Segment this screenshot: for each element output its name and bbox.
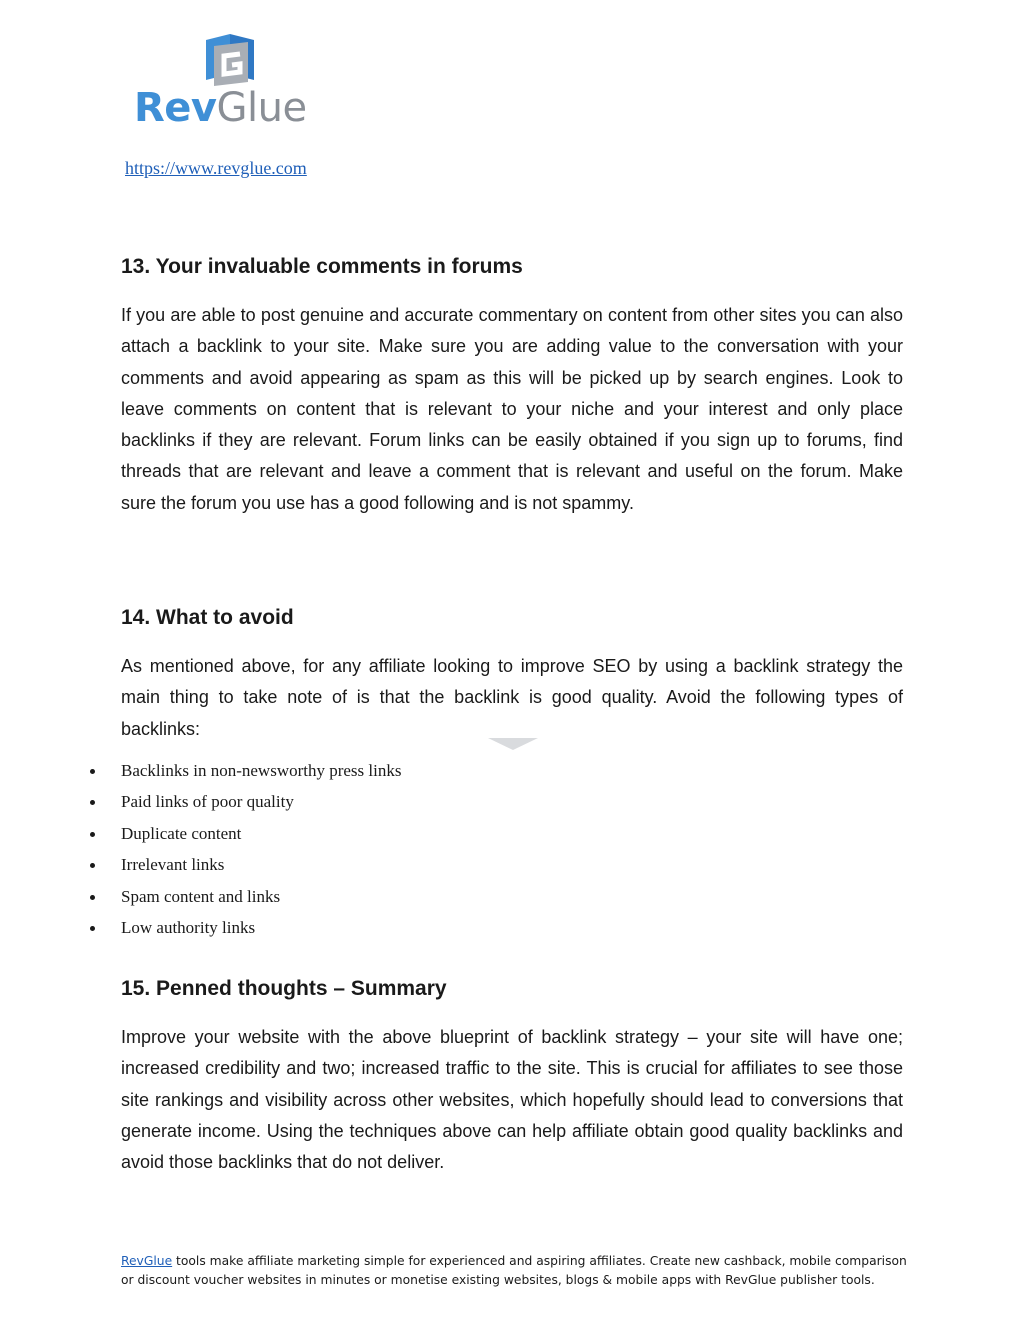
list-item: [88, 917, 401, 948]
section-13-body: If you are able to post genuine and accurate commentary on content from other sites you can also attach a backlink to your site. Make sure you are adding value to the conversation with your comments and avoid appearing as spam as this will be picked up by search engines. Look to leave comments on content that is relevant to your niche and your interest and only place backlinks if they are relevant. Forum links can be easily obtained if you sign up to forums, find threads that are relevant and leave a comment that is relevant and useful on the forum. Make sure the forum you use has a good following and is not spammy.: [121, 305, 903, 513]
avoid-list: [88, 760, 401, 948]
section-15-body: Improve your website with the above blueprint of backlink strategy – your site will have one; increased credibility and two; increased traffic to the site. This is crucial for affiliates to see those site rankings and visibility across other websites, which hopefully should lead to conversions that generate income. Using the techniques above can help affiliate obtain good quality backlinks and avoid those backlinks that do not deliver.: [121, 1027, 903, 1173]
logo-text-rev: Rev: [134, 85, 217, 131]
list-item-text: Spam content and links: [121, 886, 281, 906]
page-footer: [121, 1252, 911, 1290]
section-15: [121, 976, 903, 1178]
bullet-dot-icon: [90, 926, 95, 931]
list-item: [88, 791, 401, 822]
footer-revglue-link[interactable]: RevGlue: [121, 1254, 173, 1268]
list-item-text: Irrelevant links: [121, 855, 225, 875]
bullet-dot-icon: [90, 769, 95, 774]
list-item: [88, 886, 401, 917]
logo-wordmark: [134, 84, 307, 132]
section-13-title: 13. Your invaluable comments in forums: [121, 255, 523, 278]
chevron-down-icon: [488, 738, 538, 750]
list-item: [88, 854, 401, 885]
section-14: [121, 605, 903, 745]
list-item: [88, 760, 401, 791]
list-item-text: Low authority links: [121, 917, 256, 937]
revglue-logo: [134, 34, 324, 131]
section-14-title: 14. What to avoid: [121, 606, 294, 629]
site-url-link[interactable]: https://www.revglue.com: [125, 158, 307, 178]
section-14-body: As mentioned above, for any affiliate looking to improve SEO by using a backlink strategy the main thing to take note of is that the backlink is good quality. Avoid the following types of backlinks:: [121, 656, 903, 739]
list-item-text: Paid links of poor quality: [121, 792, 294, 812]
section-13: [121, 254, 903, 519]
footer-text: tools make affiliate marketing simple for experienced and aspiring affiliates. Create new cashback, mobile comparison or discount voucher websites in minutes or monetise existing websites, blogs & mobile apps with RevGlue publisher tools.: [121, 1254, 907, 1287]
revglue-cube-g-icon: [194, 34, 260, 88]
logo-text-glue: Glue: [216, 85, 307, 131]
list-item: [88, 823, 401, 854]
bullet-dot-icon: [90, 895, 95, 900]
bullet-dot-icon: [90, 863, 95, 868]
bullet-dot-icon: [90, 800, 95, 805]
bullet-dot-icon: [90, 832, 95, 837]
list-item-text: Duplicate content: [121, 823, 242, 843]
section-15-title: 15. Penned thoughts – Summary: [121, 977, 447, 1000]
list-item-text: Backlinks in non-newsworthy press links: [121, 761, 402, 780]
